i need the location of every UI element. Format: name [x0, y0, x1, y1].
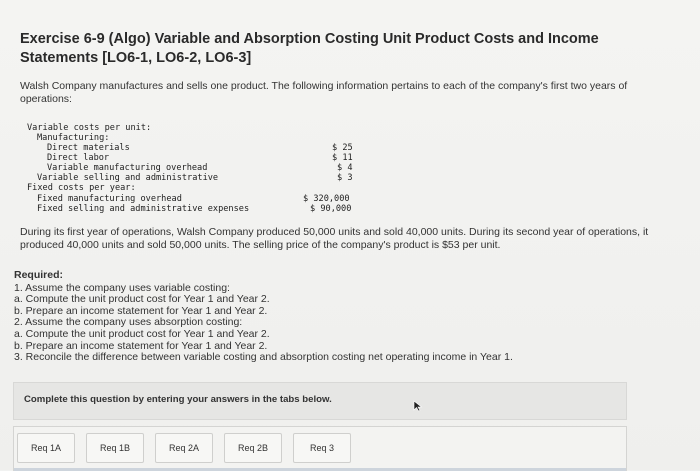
fixed-selling-admin-value: $ 90,000 [310, 204, 352, 214]
fixed-mfg-overhead-value: $ 320,000 [303, 194, 350, 204]
required-item: a. Compute the unit product cost for Year 1 and Year 2. [14, 327, 270, 340]
operations-description: During its first year of operations, Walsh Company produced 50,000 units and sold 40,000 units. During its second year of operations, it produced 40,000 units and sold 50,000 units. The selling price of the company's product is $53 per unit. [20, 226, 649, 251]
direct-materials-label: Direct materials [47, 143, 130, 153]
required-section [14, 270, 654, 364]
instruction-text: Complete this question by entering your answers in the tabs below. [24, 394, 332, 405]
direct-materials-value: $ 25 [332, 143, 353, 153]
variable-selling-admin-value: $ 3 [337, 173, 353, 183]
direct-labor-label: Direct labor [47, 153, 110, 163]
tab-req-1b[interactable]: Req 1B [86, 433, 144, 463]
tab-req-1a[interactable]: Req 1A [17, 433, 75, 463]
mouse-cursor-icon [413, 400, 423, 412]
fixed-costs-header: Fixed costs per year: [27, 183, 136, 193]
fixed-mfg-overhead-label: Fixed manufacturing overhead [37, 194, 182, 204]
tab-req-2b[interactable]: Req 2B [224, 433, 282, 463]
required-item: 1. Assume the company uses variable costing: [14, 281, 230, 294]
direct-labor-value: $ 11 [332, 153, 353, 163]
variable-mfg-overhead-label: Variable manufacturing overhead [47, 163, 208, 173]
tab-req-2a[interactable]: Req 2A [155, 433, 213, 463]
manufacturing-label: Manufacturing: [37, 133, 110, 143]
exercise-title: Exercise 6-9 (Algo) Variable and Absorption Costing Unit Product Costs and Income Statements [LO6-1, LO6-2, LO6-3] [20, 31, 599, 66]
instruction-box [13, 382, 627, 420]
required-item: b. Prepare an income statement for Year 1 and Year 2. [14, 339, 268, 352]
variable-mfg-overhead-value: $ 4 [337, 163, 353, 173]
fixed-selling-admin-label: Fixed selling and administrative expenses [37, 204, 250, 214]
intro-text: Walsh Company manufactures and sells one product. The following information pertains to each of the company's first two years of operations: [20, 80, 628, 105]
required-item: a. Compute the unit product cost for Year 1 and Year 2. [14, 293, 270, 306]
required-item: 2. Assume the company uses absorption costing: [14, 316, 243, 329]
requirement-tabs [13, 426, 627, 471]
required-item: 3. Reconcile the difference between variable costing and absorption costing net operating income in Year 1. [14, 351, 513, 364]
tab-req-3[interactable]: Req 3 [293, 433, 351, 463]
variable-selling-admin-label: Variable selling and administrative [37, 173, 219, 183]
required-heading: Required: [14, 269, 64, 281]
required-item: b. Prepare an income statement for Year 1 and Year 2. [14, 304, 268, 317]
variable-costs-header: Variable costs per unit: [27, 123, 152, 133]
